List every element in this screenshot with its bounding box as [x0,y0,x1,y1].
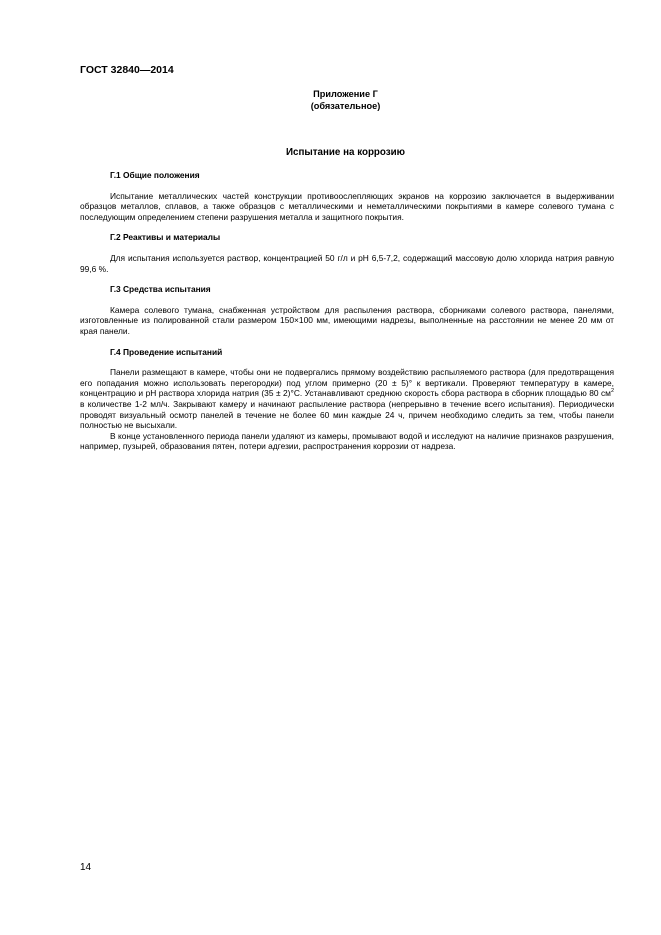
document-body [80,170,614,462]
section-g3-paragraph: Камера солевого тумана, снабженная устройством для распыления раствора, сборниками солевого раствора, панелями, изготовленные из полированной стали размером 150×100 мм, имеющими надрезы, выполненные на расстоянии не менее 20 мм от края панели. [80,304,614,336]
standard-header: ГОСТ 32840—2014 [80,64,174,76]
appendix-label: Приложение Г [313,89,378,99]
section-heading-g4: Г.4 Проведение испытаний [110,346,223,357]
section-g4-paragraph-1-part-a: Панели размещают в камере, чтобы они не подвергались прямому воздействию распыляемого раствора (для предотвращения его попадания можно использовать перегородки) под углом примерно (20 ± 5)° к вертикали. Проверяют температуру в камере, концентрацию и pH раствора хлорида натрия (35 ± 2)°С. Устанавливают среднюю скорость сбора раствора в сборник площадью 80 см [80,367,614,399]
section-heading-g3: Г.3 Средства испытания [110,284,211,295]
appendix-status: (обязательное) [310,101,381,111]
superscript-exponent: 2 [610,388,614,395]
appendix-heading [0,88,661,112]
section-g4-paragraph-1 [80,367,614,431]
section-g2-paragraph: Для испытания используется раствор, концентрацией 50 г/л и pH 6,5-7,2, содержащий массовую долю хлорида натрия равную 99,6 %. [80,252,614,274]
page-number: 14 [80,862,92,873]
section-g1-paragraph: Испытание металлических частей конструкции противоослепляющих экранов на коррозию заключается в выдерживании образцов металлов, сплавов, а также образцов с металлическими и неметаллическими покрытиями в камере солевого тумана с последующим определением степени разрушения металла и защитного покрытия. [80,190,614,222]
section-g4-paragraph-1-part-b: в количестве 1-2 мл/ч. Закрывают камеру и начинают распыление раствора (непрерывно в течение всего испытания). Периодически проводят визуальный осмотр панелей в течение не более 60 мин каждые 24 ч, причем необходимо следить за тем, чтобы панели полностью не высыхали. [80,398,614,431]
section-heading-g1: Г.1 Общие положения [110,170,200,180]
section-heading-g2: Г.2 Реактивы и материалы [110,232,221,243]
appendix-title: Испытание на коррозию [285,147,406,158]
section-g4-paragraph-2: В конце установленного периода панели удаляют из камеры, промывают водой и исследуют на наличие признаков разрушения, например, пузырей, образования пятен, потери адгезии, распространения коррозии от надреза. [80,430,614,452]
